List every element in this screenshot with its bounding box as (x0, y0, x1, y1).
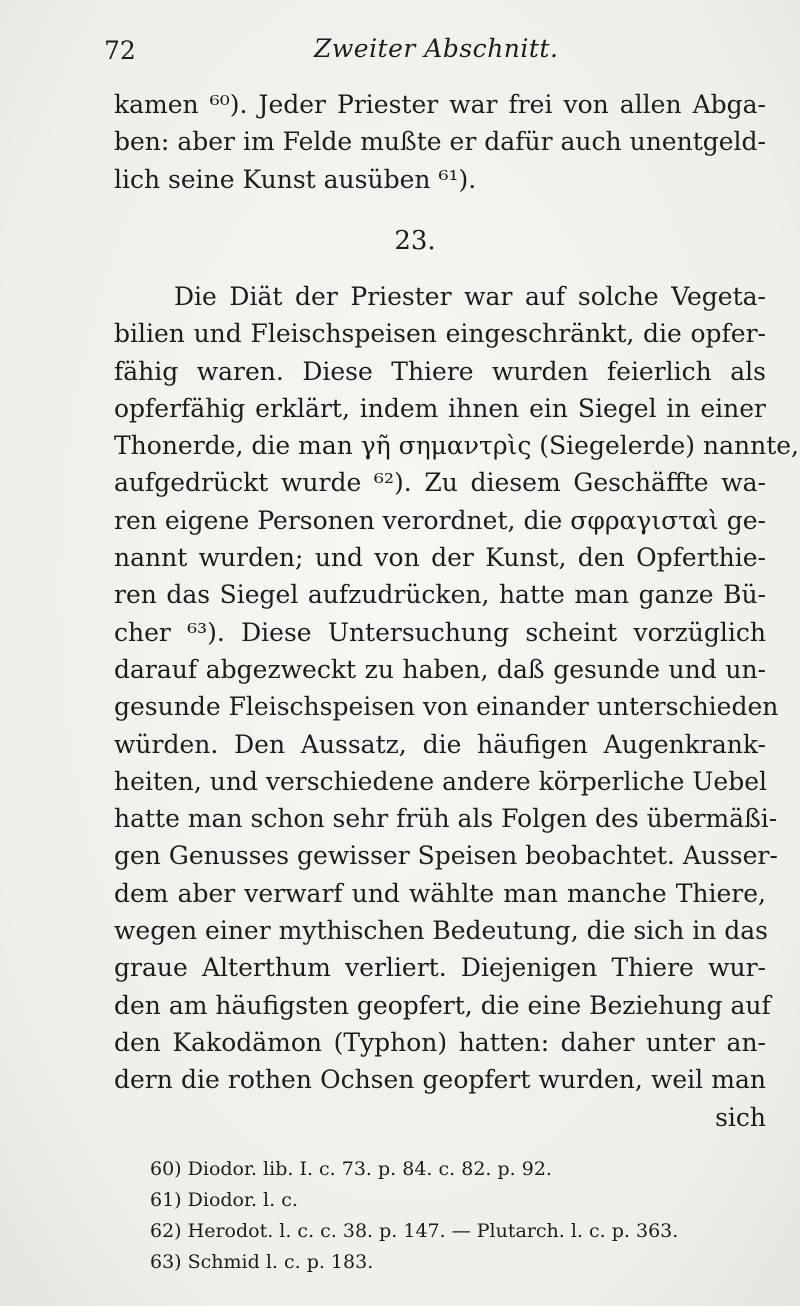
text-line: gesunde Fleischspeisen von einander unterschieden (114, 692, 779, 722)
text-line: Die Diät der Priester war auf solche Vegeta- (174, 282, 766, 311)
footnotes (150, 1154, 770, 1278)
page-header (104, 30, 764, 70)
text-line: heiten, und verschiedene andere körperliche Uebel (114, 766, 768, 796)
text-line: hatte man schon sehr früh als Folgen des übermäßi- (114, 804, 778, 834)
text-line: gen Genusses gewisser Speisen beobachtet. Ausser- (114, 841, 778, 871)
paragraph-top (114, 86, 766, 198)
text-line: cher ⁶³). Diese Untersuchung scheint vorzüglich (114, 617, 766, 647)
text-line: dern die rothen Ochsen geopfert wurden, weil man (114, 1065, 766, 1095)
text-line: ren eigene Personen verordnet, die σφραγισταὶ ge- (114, 505, 766, 535)
footnote: 61) Diodor. l. c. (150, 1189, 298, 1211)
paragraph-main (114, 278, 799, 1136)
running-head: Zweiter Abschnitt. (314, 34, 559, 63)
footnote: 63) Schmid l. c. p. 183. (150, 1251, 374, 1273)
footnote: 60) Diodor. lib. I. c. 73. p. 84. c. 82. p. 92. (150, 1158, 552, 1180)
text-line: bilien und Fleischspeisen eingeschränkt, die opfer- (114, 319, 766, 349)
text-line: lich seine Kunst ausüben ⁶¹). (114, 164, 477, 194)
text-line: kamen ⁶⁰). Jeder Priester war frei von allen Abga- (114, 90, 766, 119)
text-line: Thonerde, die man γῆ σημαντρὶς (Siegelerde) nannte, (114, 431, 799, 461)
text-line: graue Alterthum verliert. Diejenigen Thiere wur- (114, 953, 766, 983)
text-line: ben: aber im Felde mußte er dafür auch unentgeld- (114, 127, 766, 157)
text-line: dem aber verwarf und wählte man manche Thiere, (114, 878, 766, 908)
text-line: nannt wurden; und von der Kunst, den Opferthie- (114, 543, 766, 573)
section-number: 23. (394, 226, 436, 256)
page-number: 72 (104, 36, 136, 65)
text-line: den am häufigsten geopfert, die eine Beziehung auf (114, 990, 771, 1020)
text-line: würden. Den Aussatz, die häufigen Augenkrank- (114, 729, 766, 759)
text-line: aufgedrückt wurde ⁶²). Zu diesem Geschäffte wa- (114, 468, 766, 498)
text-line: wegen einer mythischen Bedeutung, die sich in das (114, 916, 768, 946)
text-line: opferfähig erklärt, indem ihnen ein Siegel in einer (114, 393, 766, 423)
footnote: 62) Herodot. l. c. c. 38. p. 147. — Plutarch. l. c. p. 363. (150, 1220, 679, 1242)
text-line: darauf abgezweckt zu haben, daß gesunde und un- (114, 654, 766, 684)
text-line: ren das Siegel aufzudrücken, hatte man ganze Bü- (114, 580, 766, 610)
text-line: den Kakodämon (Typhon) hatten: daher unter an- (114, 1027, 766, 1057)
catchword: sich (715, 1102, 766, 1132)
text-line: fähig waren. Diese Thiere wurden feierlich als (114, 356, 766, 386)
